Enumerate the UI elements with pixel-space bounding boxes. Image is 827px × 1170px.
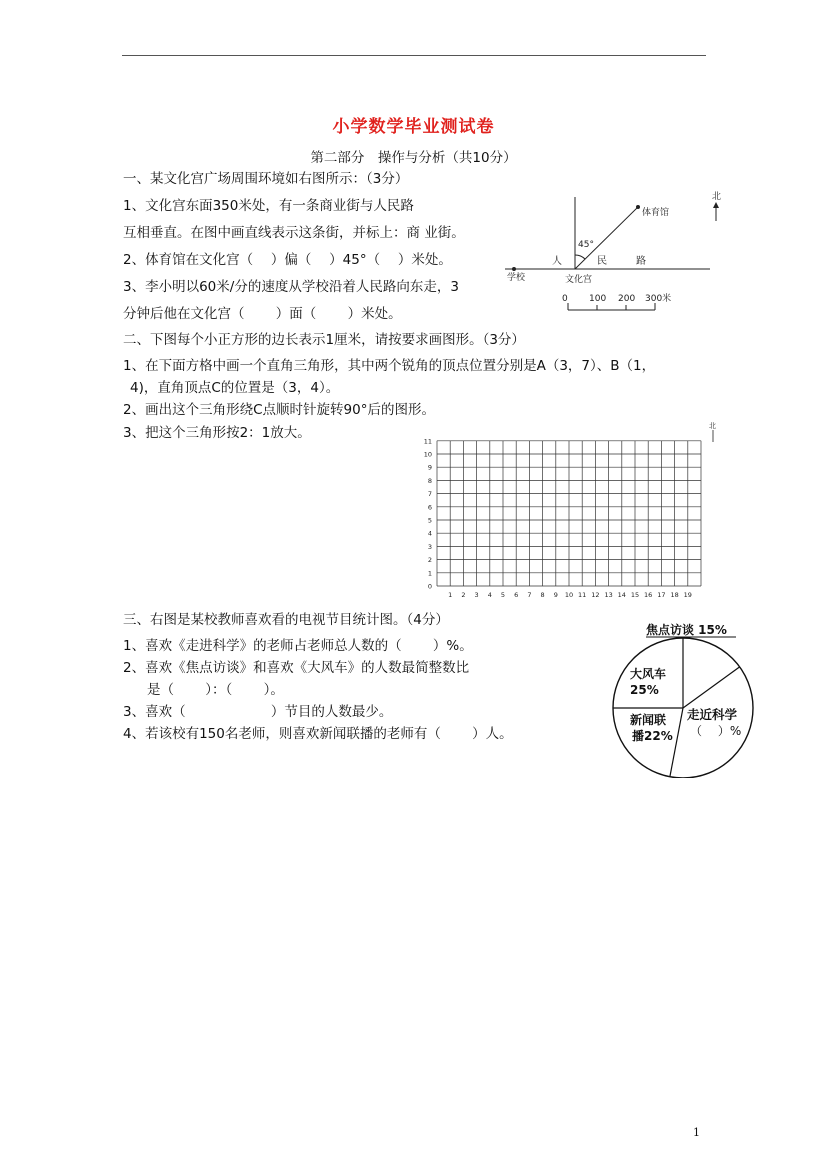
- grid-y-label: 6: [427, 503, 432, 512]
- section1-heading: 一、某文化宫广场周围环境如右图所示：（3分）: [123, 171, 409, 187]
- grid-x-label: 7: [527, 591, 532, 599]
- road-char-2: 民: [597, 256, 607, 267]
- section2-q1-line2: 4)，直角顶点C的位置是（3，4）。: [130, 380, 340, 396]
- scale-label-200: 200: [618, 294, 636, 304]
- square-grid: [415, 418, 725, 606]
- section3-q4: 4、若该校有150名老师，则喜欢新闻联播的老师有（ ）人。: [123, 726, 513, 742]
- culture-palace-label: 文化宫: [565, 275, 593, 285]
- section3-q2-line1: 2、喜欢《焦点访谈》和喜欢《大风车》的人数最简整数比: [123, 660, 470, 676]
- page-title: 小学数学毕业测试卷: [332, 117, 495, 137]
- grid-y-label: 2: [427, 556, 432, 565]
- grid-y-label: 3: [427, 542, 432, 551]
- scale-label-100: 100: [589, 294, 607, 304]
- section2-heading: 二、下图每个小正方形的边长表示1厘米，请按要求画图形。（3分）: [123, 332, 525, 348]
- grid-x-label: 9: [553, 591, 558, 599]
- grid-x-label: 15: [630, 591, 640, 599]
- angle-arc: [575, 255, 585, 259]
- grid-x-label: 10: [564, 591, 574, 599]
- grid-x-label: 13: [604, 591, 613, 599]
- map-north-label: 北: [712, 192, 722, 202]
- section2-q2: 2、画出这个三角形绕C点顺时针旋转90°后的图形。: [123, 402, 435, 418]
- section1-q3-line1: 3、李小明以60米/分的速度从学校沿着人民路向东走，3: [123, 279, 459, 295]
- label-jiaodian: 焦点访谈 15%: [646, 623, 727, 637]
- label-zoujin-value: （ ）%: [690, 724, 742, 738]
- grid-x-label: 12: [591, 591, 600, 599]
- stadium-label: 体育馆: [642, 208, 670, 218]
- grid-x-label: 16: [644, 591, 653, 599]
- label-dafengche-name: 大风车: [630, 667, 667, 681]
- section2-q3: 3、把这个三角形按2：1放大。: [123, 425, 311, 441]
- top-rule: [122, 55, 706, 56]
- grid-x-label: 5: [500, 591, 506, 599]
- grid-x-label: 3: [474, 591, 479, 599]
- section3-q3: 3、喜欢（ ）节目的人数最少。: [123, 704, 393, 720]
- stadium-point: [636, 205, 640, 209]
- section3-q2-line2: 是（ ）：（ ）。: [147, 682, 284, 698]
- grid-y-label: 7: [427, 490, 432, 499]
- school-point: [512, 267, 516, 271]
- grid-x-label: 4: [487, 591, 492, 599]
- grid-y-label: 10: [423, 450, 432, 459]
- grid-y-label: 8: [427, 476, 432, 485]
- grid-y-label: 9: [427, 463, 432, 472]
- grid-y-label: 5: [427, 516, 432, 525]
- angle-label: 45°: [578, 240, 594, 250]
- section1-q1-line1: 1、文化宫东面350米处，有一条商业街与人民路: [123, 198, 414, 214]
- grid-y-label: 11: [423, 437, 432, 446]
- grid-y-label: 0: [427, 582, 432, 591]
- road-char-3: 路: [636, 256, 646, 267]
- grid-x-label: 6: [514, 591, 519, 599]
- page-subtitle: 第二部分 操作与分析（共10分）: [310, 150, 517, 166]
- label-dafengche-value: 25%: [630, 683, 659, 697]
- grid-x-label: 1: [448, 591, 453, 599]
- label-zoujin-name: 走近科学: [687, 707, 738, 722]
- scale-label-0: 0: [562, 294, 568, 304]
- section3-q1: 1、喜欢《走进科学》的老师占老师总人数的（ ）%。: [123, 638, 473, 654]
- grid-x-label: 14: [617, 591, 626, 599]
- school-label: 学校: [507, 273, 526, 283]
- map-diagram: [500, 185, 730, 320]
- label-xinwen-value: 播22%: [632, 729, 673, 743]
- section2-q1-line1: 1、在下面方格中画一个直角三角形，其中两个锐角的顶点位置分别是A（3，7）、B（1，: [123, 358, 656, 374]
- section1-q2: 2、体育馆在文化宫（ ）偏（ ）45°（ ）米处。: [123, 252, 452, 268]
- section1-q3-line2: 分钟后他在文化宫（ ）面（ ）米处。: [123, 306, 402, 322]
- grid-x-label: 8: [540, 591, 545, 599]
- grid-x-label: 18: [670, 591, 679, 599]
- north-arrow-icon: [713, 202, 719, 208]
- road-char-1: 人: [552, 256, 562, 267]
- scale-label-300: 300米: [645, 294, 672, 304]
- grid-x-label: 19: [683, 591, 692, 599]
- section1-q1-line2: 互相垂直。在图中画直线表示这条街，并标上：商 业街。: [123, 225, 465, 241]
- label-xinwen-name: 新闻联: [630, 713, 667, 727]
- grid-x-label: 2: [461, 591, 466, 599]
- page-number: 1: [693, 1126, 700, 1139]
- grid-y-label: 4: [427, 529, 432, 538]
- section3-heading: 三、右图是某校教师喜欢看的电视节目统计图。（4分）: [123, 612, 449, 628]
- grid-north-label: 北: [709, 422, 716, 430]
- grid-x-label: 17: [657, 591, 666, 599]
- grid-x-label: 11: [578, 591, 587, 599]
- grid-y-label: 1: [427, 569, 432, 578]
- pie-chart: [608, 618, 758, 778]
